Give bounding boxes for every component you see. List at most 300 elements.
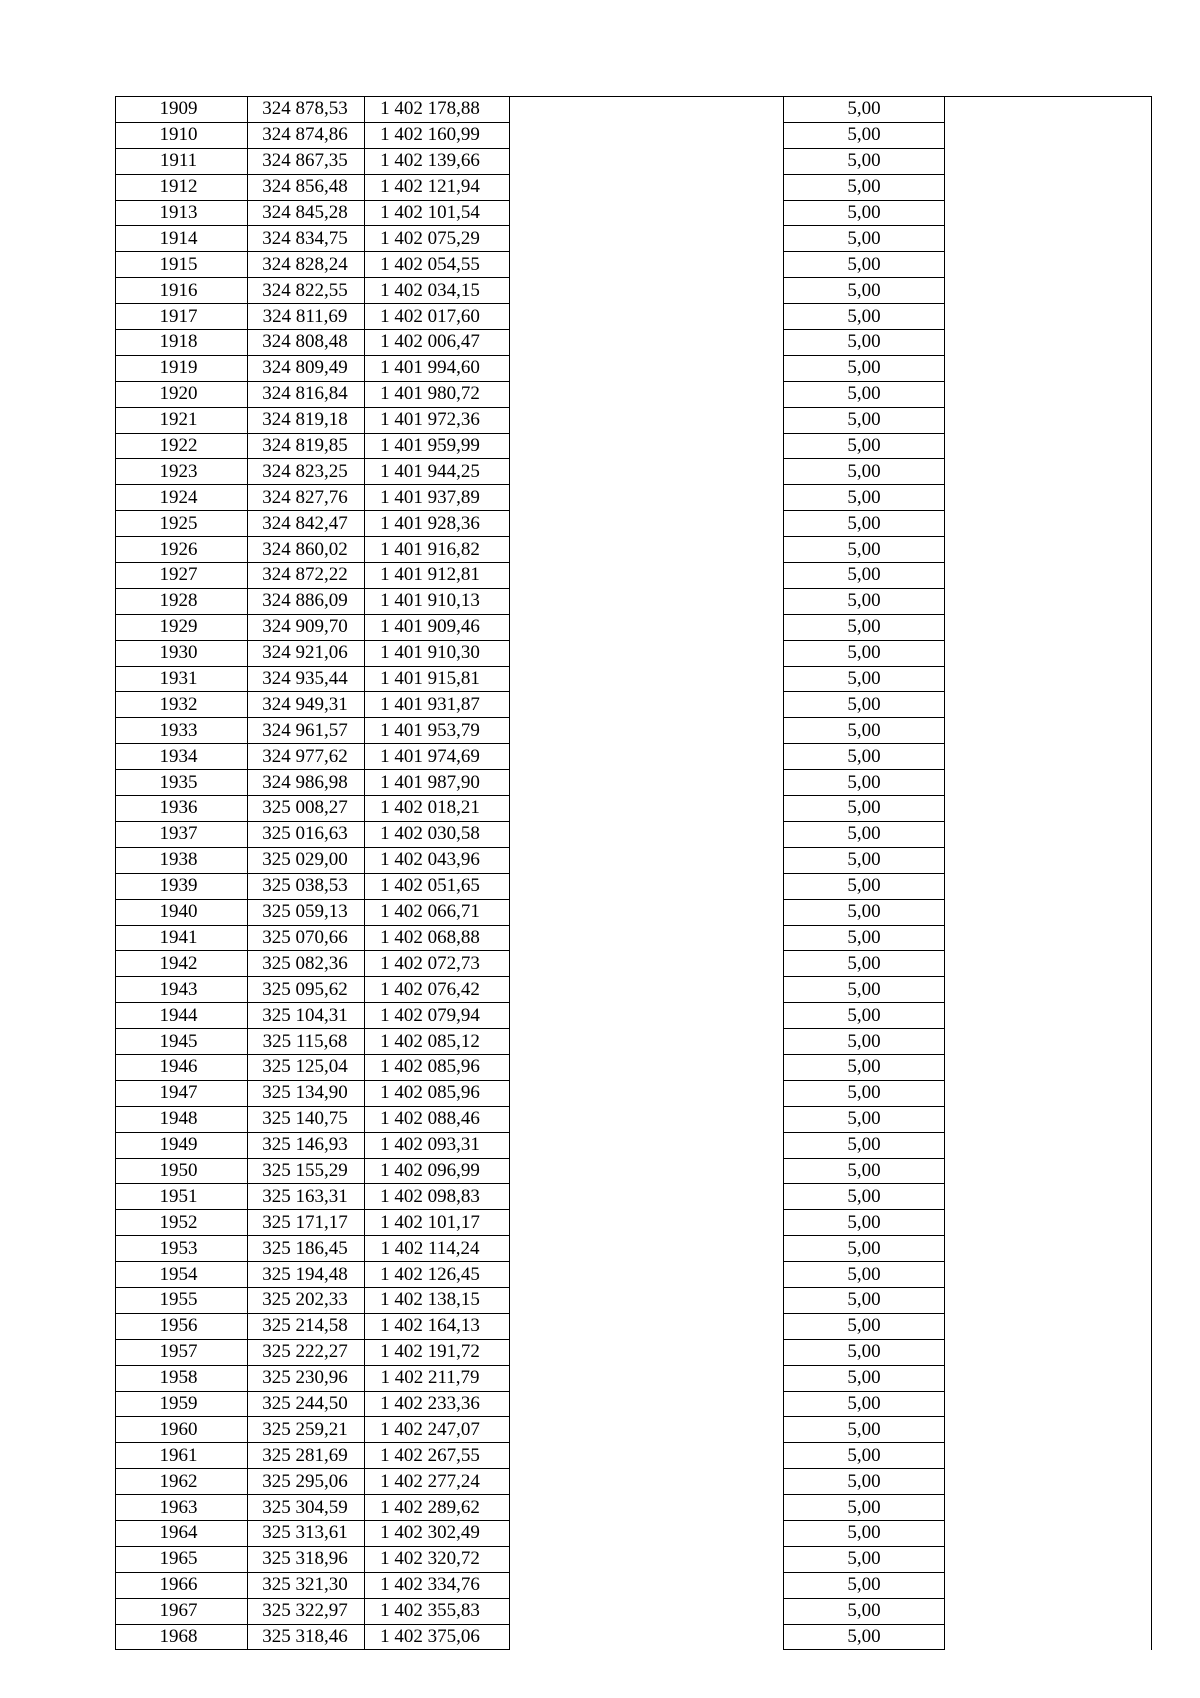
empty-cell [510, 925, 784, 951]
empty-cell [510, 252, 784, 278]
empty-cell [510, 148, 784, 174]
x-coordinate-cell: 325 070,66 [248, 925, 365, 951]
x-coordinate-cell: 325 095,62 [248, 977, 365, 1003]
accuracy-cell: 5,00 [784, 1443, 945, 1469]
accuracy-cell: 5,00 [784, 226, 945, 252]
empty-cell [510, 1029, 784, 1055]
accuracy-cell: 5,00 [784, 1287, 945, 1313]
table-row [116, 718, 1152, 744]
x-coordinate-cell: 324 878,53 [248, 97, 365, 123]
table-row [116, 951, 1152, 977]
point-number-cell: 1934 [116, 744, 248, 770]
empty-cell [945, 1080, 1152, 1106]
empty-cell [510, 1598, 784, 1624]
empty-cell [510, 1054, 784, 1080]
y-coordinate-cell: 1 402 066,71 [365, 899, 510, 925]
point-number-cell: 1952 [116, 1210, 248, 1236]
empty-cell [945, 1520, 1152, 1546]
empty-cell [510, 847, 784, 873]
point-number-cell: 1968 [116, 1624, 248, 1650]
x-coordinate-cell: 325 321,30 [248, 1572, 365, 1598]
y-coordinate-cell: 1 402 114,24 [365, 1236, 510, 1262]
table-row [116, 1132, 1152, 1158]
empty-cell [510, 1391, 784, 1417]
accuracy-cell: 5,00 [784, 97, 945, 123]
point-number-cell: 1910 [116, 122, 248, 148]
empty-cell [945, 692, 1152, 718]
empty-cell [945, 1210, 1152, 1236]
accuracy-cell: 5,00 [784, 1054, 945, 1080]
table-row [116, 1598, 1152, 1624]
empty-cell [945, 563, 1152, 589]
table-row [116, 666, 1152, 692]
empty-cell [945, 485, 1152, 511]
point-number-cell: 1947 [116, 1080, 248, 1106]
table-row [116, 1572, 1152, 1598]
empty-cell [945, 459, 1152, 485]
empty-cell [945, 1184, 1152, 1210]
x-coordinate-cell: 325 146,93 [248, 1132, 365, 1158]
y-coordinate-cell: 1 402 267,55 [365, 1443, 510, 1469]
table-row [116, 1287, 1152, 1313]
point-number-cell: 1960 [116, 1417, 248, 1443]
empty-cell [510, 1365, 784, 1391]
accuracy-cell: 5,00 [784, 873, 945, 899]
point-number-cell: 1949 [116, 1132, 248, 1158]
empty-cell [510, 511, 784, 537]
empty-cell [945, 1417, 1152, 1443]
point-number-cell: 1932 [116, 692, 248, 718]
table-row [116, 1184, 1152, 1210]
accuracy-cell: 5,00 [784, 1417, 945, 1443]
y-coordinate-cell: 1 402 247,07 [365, 1417, 510, 1443]
accuracy-cell: 5,00 [784, 1106, 945, 1132]
point-number-cell: 1964 [116, 1520, 248, 1546]
empty-cell [510, 200, 784, 226]
accuracy-cell: 5,00 [784, 1391, 945, 1417]
point-number-cell: 1917 [116, 304, 248, 330]
point-number-cell: 1945 [116, 1029, 248, 1055]
point-number-cell: 1958 [116, 1365, 248, 1391]
table-row [116, 1495, 1152, 1521]
y-coordinate-cell: 1 402 101,54 [365, 200, 510, 226]
table-row [116, 899, 1152, 925]
table-row [116, 1624, 1152, 1650]
table-row [116, 1106, 1152, 1132]
y-coordinate-cell: 1 402 034,15 [365, 278, 510, 304]
x-coordinate-cell: 324 809,49 [248, 355, 365, 381]
x-coordinate-cell: 324 856,48 [248, 174, 365, 200]
table-row [116, 252, 1152, 278]
accuracy-cell: 5,00 [784, 1495, 945, 1521]
point-number-cell: 1951 [116, 1184, 248, 1210]
x-coordinate-cell: 325 214,58 [248, 1313, 365, 1339]
point-number-cell: 1928 [116, 588, 248, 614]
x-coordinate-cell: 325 304,59 [248, 1495, 365, 1521]
point-number-cell: 1936 [116, 796, 248, 822]
empty-cell [945, 925, 1152, 951]
point-number-cell: 1920 [116, 381, 248, 407]
accuracy-cell: 5,00 [784, 796, 945, 822]
y-coordinate-cell: 1 401 912,81 [365, 563, 510, 589]
accuracy-cell: 5,00 [784, 433, 945, 459]
empty-cell [510, 796, 784, 822]
empty-cell [510, 666, 784, 692]
empty-cell [510, 433, 784, 459]
x-coordinate-cell: 324 827,76 [248, 485, 365, 511]
empty-cell [945, 1572, 1152, 1598]
y-coordinate-cell: 1 402 098,83 [365, 1184, 510, 1210]
y-coordinate-cell: 1 402 072,73 [365, 951, 510, 977]
x-coordinate-cell: 324 860,02 [248, 537, 365, 563]
empty-cell [510, 873, 784, 899]
point-number-cell: 1946 [116, 1054, 248, 1080]
point-number-cell: 1909 [116, 97, 248, 123]
empty-cell [945, 1287, 1152, 1313]
empty-cell [945, 174, 1152, 200]
point-number-cell: 1918 [116, 330, 248, 356]
x-coordinate-cell: 325 008,27 [248, 796, 365, 822]
x-coordinate-cell: 324 845,28 [248, 200, 365, 226]
accuracy-cell: 5,00 [784, 1236, 945, 1262]
point-number-cell: 1942 [116, 951, 248, 977]
point-number-cell: 1966 [116, 1572, 248, 1598]
y-coordinate-cell: 1 401 915,81 [365, 666, 510, 692]
y-coordinate-cell: 1 402 138,15 [365, 1287, 510, 1313]
empty-cell [945, 304, 1152, 330]
empty-cell [510, 1210, 784, 1236]
y-coordinate-cell: 1 402 051,65 [365, 873, 510, 899]
x-coordinate-cell: 325 202,33 [248, 1287, 365, 1313]
empty-cell [945, 1598, 1152, 1624]
point-number-cell: 1929 [116, 614, 248, 640]
empty-cell [510, 1262, 784, 1288]
empty-cell [945, 640, 1152, 666]
table-row [116, 407, 1152, 433]
empty-cell [510, 355, 784, 381]
x-coordinate-cell: 325 059,13 [248, 899, 365, 925]
empty-cell [510, 459, 784, 485]
empty-cell [945, 252, 1152, 278]
x-coordinate-cell: 325 322,97 [248, 1598, 365, 1624]
x-coordinate-cell: 325 222,27 [248, 1339, 365, 1365]
x-coordinate-cell: 324 986,98 [248, 770, 365, 796]
empty-cell [510, 951, 784, 977]
y-coordinate-cell: 1 402 018,21 [365, 796, 510, 822]
accuracy-cell: 5,00 [784, 1158, 945, 1184]
point-number-cell: 1961 [116, 1443, 248, 1469]
x-coordinate-cell: 325 134,90 [248, 1080, 365, 1106]
table-row [116, 1313, 1152, 1339]
empty-cell [945, 1029, 1152, 1055]
y-coordinate-cell: 1 402 233,36 [365, 1391, 510, 1417]
y-coordinate-cell: 1 402 375,06 [365, 1624, 510, 1650]
table-row [116, 796, 1152, 822]
y-coordinate-cell: 1 402 043,96 [365, 847, 510, 873]
y-coordinate-cell: 1 402 093,31 [365, 1132, 510, 1158]
accuracy-cell: 5,00 [784, 614, 945, 640]
empty-cell [510, 1495, 784, 1521]
y-coordinate-cell: 1 401 972,36 [365, 407, 510, 433]
table-row [116, 847, 1152, 873]
table-row [116, 1158, 1152, 1184]
x-coordinate-cell: 324 819,85 [248, 433, 365, 459]
empty-cell [510, 226, 784, 252]
table-row [116, 200, 1152, 226]
y-coordinate-cell: 1 401 959,99 [365, 433, 510, 459]
empty-cell [510, 122, 784, 148]
accuracy-cell: 5,00 [784, 1520, 945, 1546]
point-number-cell: 1921 [116, 407, 248, 433]
empty-cell [510, 1080, 784, 1106]
accuracy-cell: 5,00 [784, 847, 945, 873]
empty-cell [510, 692, 784, 718]
y-coordinate-cell: 1 402 030,58 [365, 821, 510, 847]
table-row [116, 692, 1152, 718]
y-coordinate-cell: 1 402 006,47 [365, 330, 510, 356]
empty-cell [510, 1546, 784, 1572]
empty-cell [945, 330, 1152, 356]
empty-cell [510, 1624, 784, 1650]
y-coordinate-cell: 1 402 139,66 [365, 148, 510, 174]
accuracy-cell: 5,00 [784, 1029, 945, 1055]
y-coordinate-cell: 1 402 085,96 [365, 1054, 510, 1080]
table-row [116, 122, 1152, 148]
y-coordinate-cell: 1 402 088,46 [365, 1106, 510, 1132]
accuracy-cell: 5,00 [784, 821, 945, 847]
y-coordinate-cell: 1 402 355,83 [365, 1598, 510, 1624]
y-coordinate-cell: 1 402 277,24 [365, 1469, 510, 1495]
empty-cell [510, 278, 784, 304]
empty-cell [945, 821, 1152, 847]
empty-cell [510, 1469, 784, 1495]
x-coordinate-cell: 324 823,25 [248, 459, 365, 485]
accuracy-cell: 5,00 [784, 977, 945, 1003]
x-coordinate-cell: 324 842,47 [248, 511, 365, 537]
point-number-cell: 1924 [116, 485, 248, 511]
accuracy-cell: 5,00 [784, 1546, 945, 1572]
x-coordinate-cell: 324 822,55 [248, 278, 365, 304]
point-number-cell: 1963 [116, 1495, 248, 1521]
empty-cell [510, 1184, 784, 1210]
empty-cell [945, 511, 1152, 537]
x-coordinate-cell: 324 949,31 [248, 692, 365, 718]
x-coordinate-cell: 325 171,17 [248, 1210, 365, 1236]
empty-cell [510, 1313, 784, 1339]
accuracy-cell: 5,00 [784, 1003, 945, 1029]
empty-cell [510, 485, 784, 511]
empty-cell [510, 407, 784, 433]
empty-cell [945, 718, 1152, 744]
table-row [116, 1469, 1152, 1495]
empty-cell [945, 744, 1152, 770]
table-row [116, 1546, 1152, 1572]
point-number-cell: 1931 [116, 666, 248, 692]
point-number-cell: 1938 [116, 847, 248, 873]
x-coordinate-cell: 325 016,63 [248, 821, 365, 847]
table-row [116, 588, 1152, 614]
x-coordinate-cell: 325 318,96 [248, 1546, 365, 1572]
empty-cell [945, 1003, 1152, 1029]
table-row [116, 821, 1152, 847]
y-coordinate-cell: 1 401 928,36 [365, 511, 510, 537]
accuracy-cell: 5,00 [784, 304, 945, 330]
point-number-cell: 1941 [116, 925, 248, 951]
empty-cell [945, 148, 1152, 174]
point-number-cell: 1912 [116, 174, 248, 200]
x-coordinate-cell: 325 038,53 [248, 873, 365, 899]
empty-cell [945, 407, 1152, 433]
y-coordinate-cell: 1 402 178,88 [365, 97, 510, 123]
y-coordinate-cell: 1 402 017,60 [365, 304, 510, 330]
y-coordinate-cell: 1 401 994,60 [365, 355, 510, 381]
y-coordinate-cell: 1 401 916,82 [365, 537, 510, 563]
table-row [116, 1054, 1152, 1080]
y-coordinate-cell: 1 402 164,13 [365, 1313, 510, 1339]
empty-cell [945, 977, 1152, 1003]
x-coordinate-cell: 324 961,57 [248, 718, 365, 744]
y-coordinate-cell: 1 402 191,72 [365, 1339, 510, 1365]
x-coordinate-cell: 325 313,61 [248, 1520, 365, 1546]
x-coordinate-cell: 324 811,69 [248, 304, 365, 330]
empty-cell [510, 381, 784, 407]
y-coordinate-cell: 1 402 334,76 [365, 1572, 510, 1598]
accuracy-cell: 5,00 [784, 407, 945, 433]
y-coordinate-cell: 1 401 980,72 [365, 381, 510, 407]
empty-cell [510, 330, 784, 356]
y-coordinate-cell: 1 401 909,46 [365, 614, 510, 640]
point-number-cell: 1937 [116, 821, 248, 847]
empty-cell [510, 1443, 784, 1469]
empty-cell [945, 1469, 1152, 1495]
empty-cell [945, 1236, 1152, 1262]
empty-cell [510, 97, 784, 123]
point-number-cell: 1967 [116, 1598, 248, 1624]
empty-cell [510, 1339, 784, 1365]
empty-cell [945, 1106, 1152, 1132]
point-number-cell: 1948 [116, 1106, 248, 1132]
table-row [116, 1365, 1152, 1391]
empty-cell [510, 718, 784, 744]
y-coordinate-cell: 1 402 101,17 [365, 1210, 510, 1236]
accuracy-cell: 5,00 [784, 640, 945, 666]
empty-cell [945, 1546, 1152, 1572]
point-number-cell: 1957 [116, 1339, 248, 1365]
table-row [116, 511, 1152, 537]
empty-cell [510, 1236, 784, 1262]
empty-cell [945, 1158, 1152, 1184]
table-row [116, 485, 1152, 511]
table-row [116, 278, 1152, 304]
accuracy-cell: 5,00 [784, 666, 945, 692]
x-coordinate-cell: 324 828,24 [248, 252, 365, 278]
x-coordinate-cell: 325 125,04 [248, 1054, 365, 1080]
y-coordinate-cell: 1 402 075,29 [365, 226, 510, 252]
accuracy-cell: 5,00 [784, 563, 945, 589]
y-coordinate-cell: 1 402 121,94 [365, 174, 510, 200]
y-coordinate-cell: 1 402 096,99 [365, 1158, 510, 1184]
x-coordinate-cell: 325 230,96 [248, 1365, 365, 1391]
point-number-cell: 1916 [116, 278, 248, 304]
empty-cell [945, 1313, 1152, 1339]
y-coordinate-cell: 1 401 953,79 [365, 718, 510, 744]
x-coordinate-cell: 325 281,69 [248, 1443, 365, 1469]
table-row [116, 640, 1152, 666]
accuracy-cell: 5,00 [784, 330, 945, 356]
x-coordinate-cell: 324 921,06 [248, 640, 365, 666]
empty-cell [945, 796, 1152, 822]
point-number-cell: 1926 [116, 537, 248, 563]
accuracy-cell: 5,00 [784, 899, 945, 925]
empty-cell [510, 1572, 784, 1598]
point-number-cell: 1939 [116, 873, 248, 899]
x-coordinate-cell: 325 155,29 [248, 1158, 365, 1184]
table-row [116, 1080, 1152, 1106]
empty-cell [945, 200, 1152, 226]
empty-cell [510, 1158, 784, 1184]
empty-cell [510, 304, 784, 330]
accuracy-cell: 5,00 [784, 1132, 945, 1158]
point-number-cell: 1927 [116, 563, 248, 589]
point-number-cell: 1935 [116, 770, 248, 796]
table-row [116, 614, 1152, 640]
empty-cell [510, 744, 784, 770]
table-row [116, 1417, 1152, 1443]
accuracy-cell: 5,00 [784, 485, 945, 511]
empty-cell [510, 563, 784, 589]
table-row [116, 381, 1152, 407]
accuracy-cell: 5,00 [784, 951, 945, 977]
table-row [116, 97, 1152, 123]
y-coordinate-cell: 1 402 085,96 [365, 1080, 510, 1106]
empty-cell [510, 821, 784, 847]
x-coordinate-cell: 325 194,48 [248, 1262, 365, 1288]
table-row [116, 744, 1152, 770]
empty-cell [945, 873, 1152, 899]
y-coordinate-cell: 1 402 068,88 [365, 925, 510, 951]
table-row [116, 226, 1152, 252]
point-number-cell: 1911 [116, 148, 248, 174]
x-coordinate-cell: 324 834,75 [248, 226, 365, 252]
y-coordinate-cell: 1 402 160,99 [365, 122, 510, 148]
table-row [116, 1520, 1152, 1546]
accuracy-cell: 5,00 [784, 355, 945, 381]
empty-cell [945, 381, 1152, 407]
point-number-cell: 1923 [116, 459, 248, 485]
point-number-cell: 1925 [116, 511, 248, 537]
empty-cell [510, 537, 784, 563]
accuracy-cell: 5,00 [784, 925, 945, 951]
x-coordinate-cell: 324 909,70 [248, 614, 365, 640]
x-coordinate-cell: 324 867,35 [248, 148, 365, 174]
x-coordinate-cell: 325 082,36 [248, 951, 365, 977]
accuracy-cell: 5,00 [784, 1080, 945, 1106]
x-coordinate-cell: 325 029,00 [248, 847, 365, 873]
x-coordinate-cell: 324 872,22 [248, 563, 365, 589]
empty-cell [945, 1054, 1152, 1080]
point-number-cell: 1953 [116, 1236, 248, 1262]
empty-cell [945, 614, 1152, 640]
table-row [116, 770, 1152, 796]
y-coordinate-cell: 1 401 937,89 [365, 485, 510, 511]
x-coordinate-cell: 324 808,48 [248, 330, 365, 356]
empty-cell [945, 1624, 1152, 1650]
accuracy-cell: 5,00 [784, 122, 945, 148]
accuracy-cell: 5,00 [784, 718, 945, 744]
point-number-cell: 1944 [116, 1003, 248, 1029]
x-coordinate-cell: 325 259,21 [248, 1417, 365, 1443]
empty-cell [945, 226, 1152, 252]
